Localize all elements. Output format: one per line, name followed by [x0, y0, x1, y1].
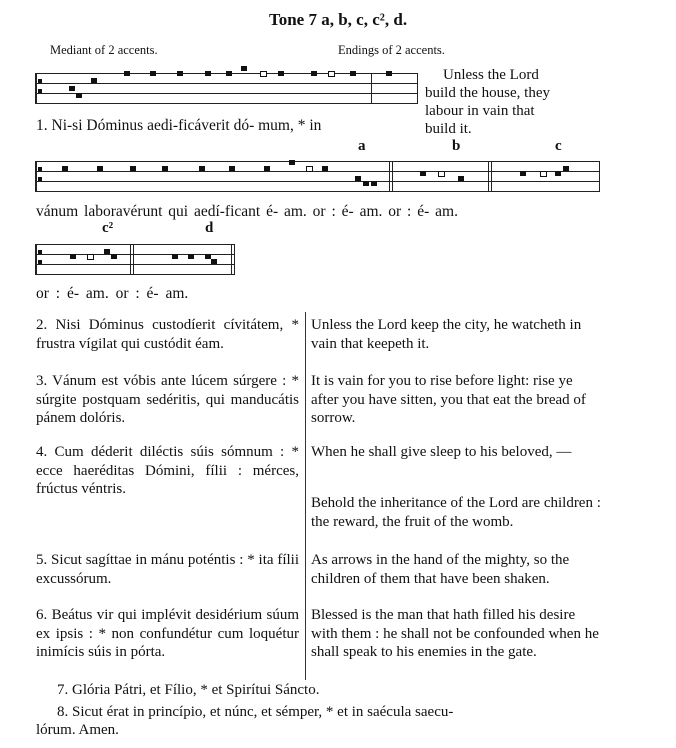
staff-1-lyric: 1. Ni-si Dóminus aedi-ficáverit dó- mum, * in	[36, 117, 322, 134]
staff-1-english-line: Unless the Lord	[443, 67, 539, 83]
sicut-erat-line-2: lórum. Amen.	[36, 722, 119, 738]
ending-label-c2: c²	[102, 220, 114, 236]
verse-4-english-b: Behold the inheritance of the Lord are children : the reward, the fruit of the womb.	[311, 495, 601, 530]
verse-2-english: Unless the Lord keep the city, he watcheth in vain that keepeth it.	[311, 317, 582, 352]
endings-heading: Endings of 2 accents.	[338, 43, 445, 57]
staff-3-lyric: or : é- am. or : é- am.	[36, 285, 189, 302]
mediant-heading: Mediant of 2 accents.	[50, 43, 158, 57]
staff-1-english-line: labour in vain that	[425, 103, 535, 119]
ending-label-d: d	[205, 220, 214, 236]
ending-label-c: c	[555, 138, 562, 154]
ending-label-a: a	[358, 138, 366, 154]
ending-label-b: b	[452, 138, 461, 154]
verse-3-latin: 3. Vánum est vóbis ante lúcem súrgere : * súrgite postquam sedéritis, qui manducátis pánem dolóris.	[36, 373, 299, 426]
verse-5-english: As arrows in the hand of the mighty, so the children of them that have been shaken.	[311, 552, 570, 587]
staff-1-english-line: build it.	[425, 121, 472, 137]
gloria-patri: 7. Glória Pátri, et Fílio, * et Spirítui Sáncto.	[57, 682, 320, 698]
verse-4-latin: 4. Cum déderit diléctis súis sómnum : * ecce haeréditas Dómini, fílii : mérces, frúctus véntris.	[36, 444, 299, 497]
staff-2-lyric: vánum laboravérunt qui aedí-ficant é- am. or : é- am. or : é- am.	[36, 203, 458, 220]
verse-2-latin: 2. Nisi Dóminus custodíerit cívitátem, * frustra vígilat qui custódit éam.	[36, 317, 299, 352]
verse-6-english: Blessed is the man that hath filled his desire with them : he shall not be confounded when he shall speak to his enemies in the gate.	[311, 607, 599, 660]
verse-6-latin: 6. Beátus vir qui implévit desidérium súum ex ipsis : * non confundétur cum loquétur inimícis súis in pórta.	[36, 607, 299, 660]
verse-3-english: It is vain for you to rise before light: rise ye after you have sitten, you that eat the bread of sorrow.	[311, 373, 586, 426]
page-title: Tone 7 a, b, c, c², d.	[268, 10, 408, 29]
verse-4-english-a: When he shall give sleep to his beloved, —	[311, 444, 572, 460]
sicut-erat-line-1: 8. Sicut érat in princípio, et núnc, et sémper, * et in saécula saecu-	[57, 704, 454, 720]
staff-1-english-line: build the house, they	[425, 85, 550, 101]
verse-5-latin: 5. Sicut sagíttae in mánu poténtis : * ita fílii excussórum.	[36, 552, 299, 587]
column-divider	[305, 312, 306, 680]
